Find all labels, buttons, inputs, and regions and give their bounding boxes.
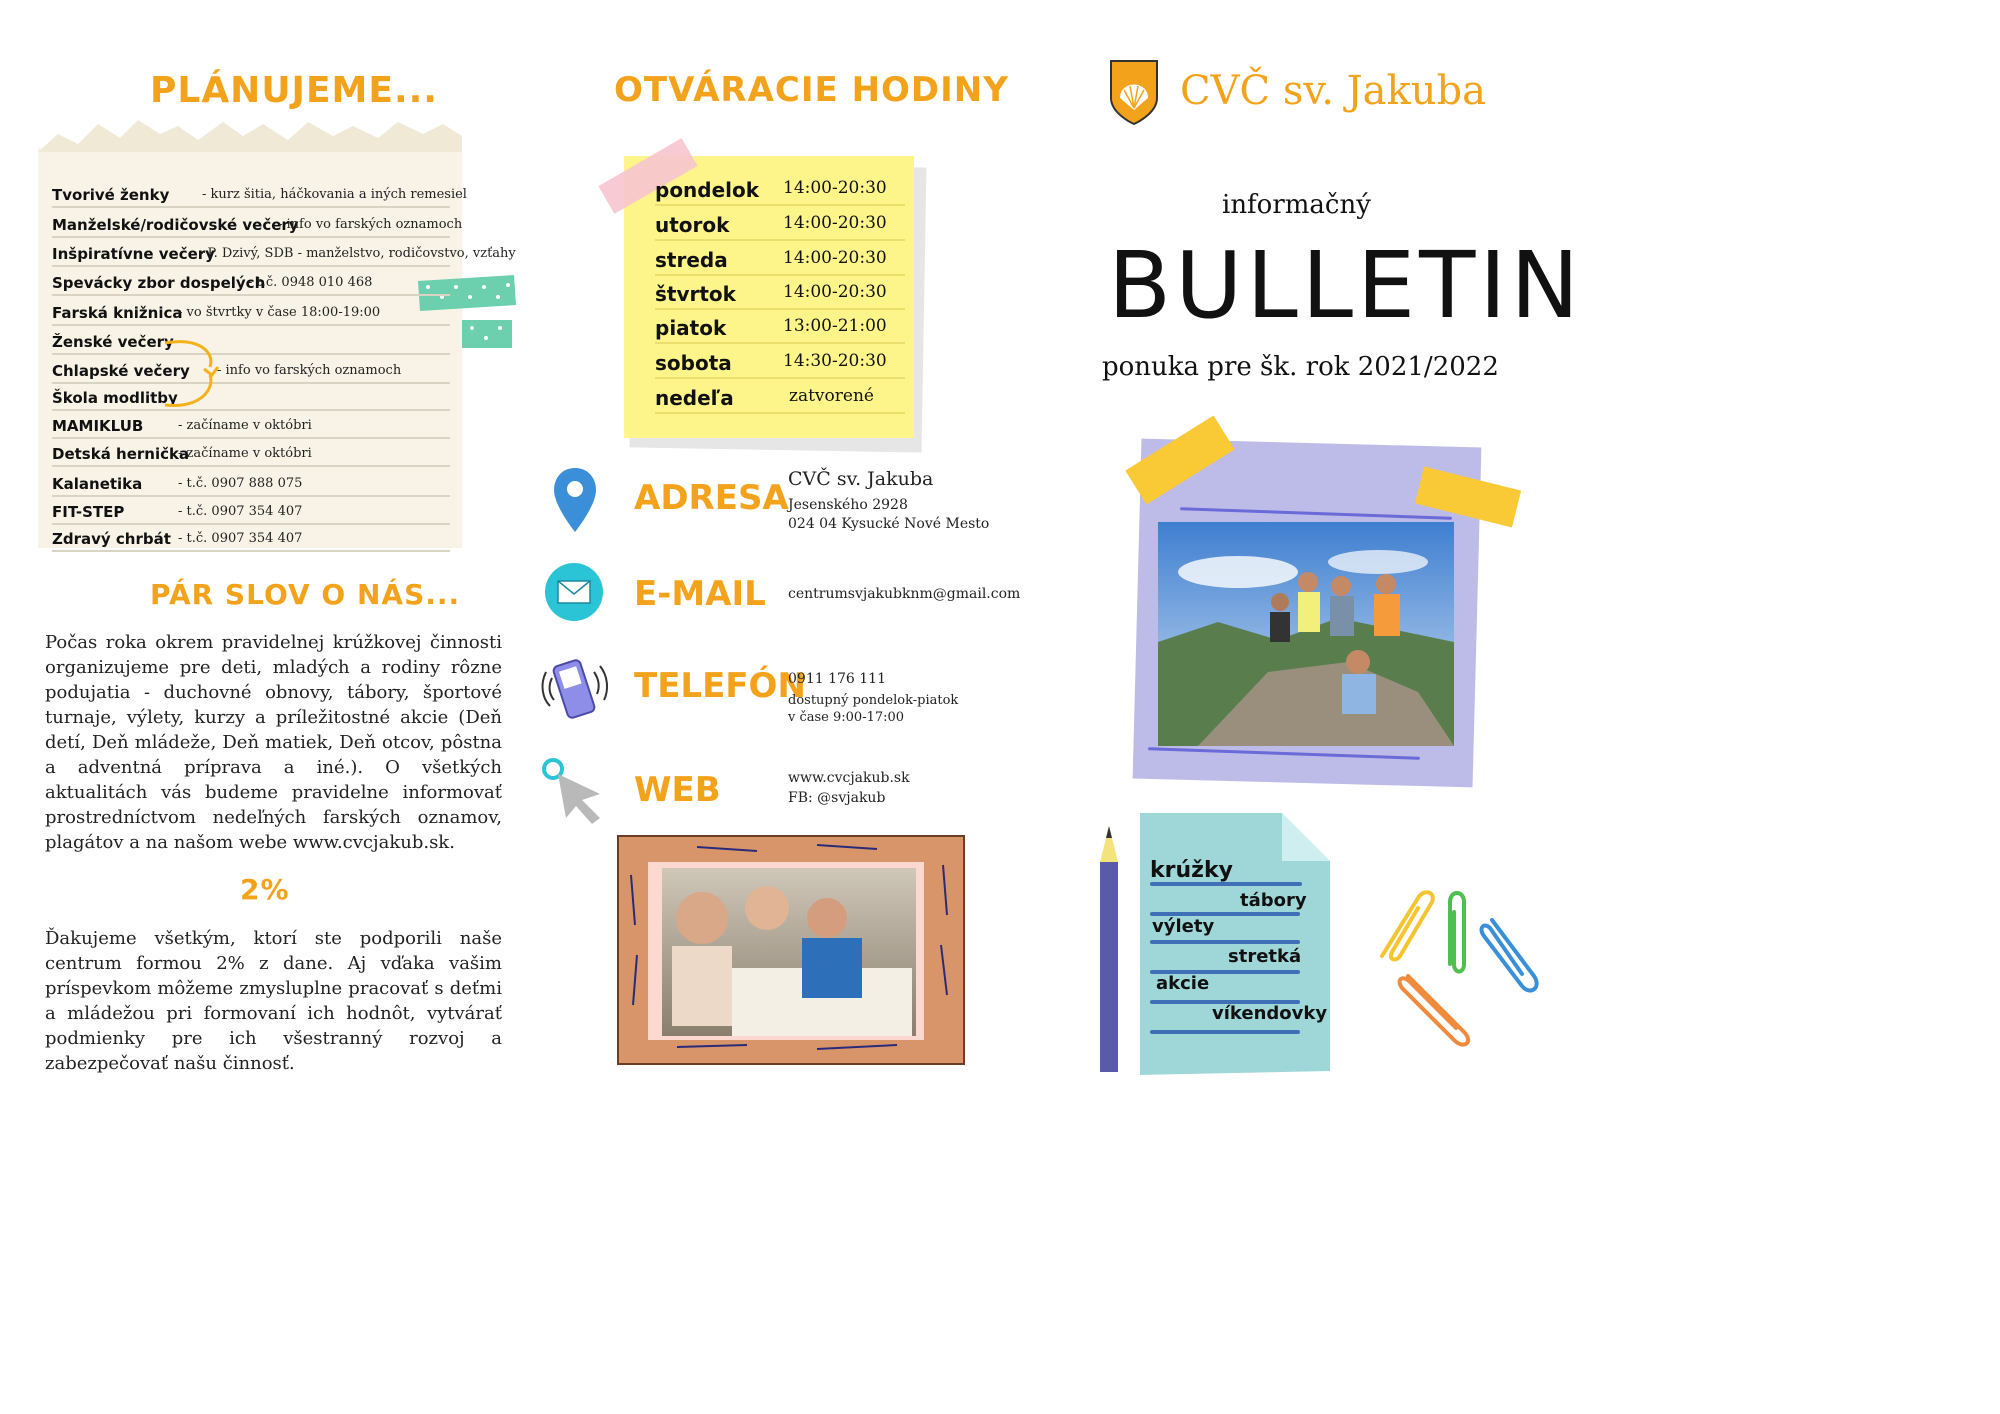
- about-title: PÁR SLOV O NÁS...: [150, 578, 461, 611]
- planning-item: [52, 467, 450, 497]
- planning-item-desc: - začíname v októbri: [178, 446, 312, 461]
- hours-time: 14:00-20:30: [783, 248, 887, 268]
- planning-item-desc: - info vo farských oznamoch: [217, 363, 402, 378]
- planning-item-desc: - info vo farských oznamoch: [278, 217, 463, 232]
- planning-item: [52, 325, 450, 355]
- planning-item-name: Inšpiratívne večery: [52, 245, 215, 263]
- planning-item-desc: - vo štvrtky v čase 18:00-19:00: [178, 305, 381, 320]
- planning-item: [52, 495, 450, 525]
- hours-time: 14:00-20:30: [783, 178, 887, 198]
- planning-item-name: Chlapské večery: [52, 362, 190, 380]
- location-pin-icon: [552, 466, 598, 534]
- hours-row: [655, 378, 905, 414]
- planning-item: [52, 437, 450, 467]
- email-label: E-MAIL: [634, 574, 766, 614]
- activity-item: víkendovky: [1212, 1003, 1328, 1024]
- planning-item-name: Farská knižnica: [52, 304, 183, 322]
- two-percent-text: Ďakujeme všetkým, ktorí ste podporili naše centrum formou 2% z dane. Aj vďaka vašim príspevkom môžeme zmysluplne pracovať s deťmi a mládežou pri formovaní ich hodnôt, vytvárať podmienky pre ich všestranný rozvoj a zabezpečovať našu činnosť.: [45, 928, 502, 1074]
- activity-item: výlety: [1152, 916, 1215, 937]
- planning-title: PLÁNUJEME...: [150, 70, 438, 111]
- activity-underline: [1150, 1030, 1300, 1034]
- activity-item: tábory: [1240, 890, 1307, 911]
- web-label: WEB: [634, 770, 721, 810]
- planning-item: [52, 237, 516, 267]
- planning-item-desc: - t.č. 0907 354 407: [178, 504, 303, 519]
- planning-item-name: Spevácky zbor dospelých: [52, 274, 266, 292]
- about-text: Počas roka okrem pravidelnej krúžkovej činnosti organizujeme pre deti, mladých a rodiny rôzne podujatia - duchovné obnovy, tábory, športové turnaje, výlety, kurzy a príležitostné akcie (Deň detí, Deň mládeže, Deň matiek, Deň otcov, pôstna a adventná príprava a iné.). O všetkých aktualitách vás budeme pravidelne informovať prostredníctvom nedeľných farských oznamov, plagátov a na našom webe www.cvcjakub.sk.: [45, 632, 502, 853]
- paperclips-icon: [1372, 880, 1548, 1050]
- phone-line3: v čase 9:00-17:00: [788, 710, 905, 725]
- hours-day: sobota: [655, 351, 732, 375]
- phone-number[interactable]: 0911 176 111: [788, 671, 886, 687]
- activity-item: akcie: [1156, 973, 1210, 994]
- planning-item: [52, 409, 450, 439]
- address-line2: Jesenského 2928: [788, 497, 908, 513]
- hours-day: pondelok: [655, 178, 760, 202]
- activity-underline: [1150, 940, 1300, 944]
- hours-time: 14:00-20:30: [783, 282, 887, 302]
- mountain-photo: [1158, 522, 1454, 746]
- hours-day: nedeľa: [655, 386, 734, 410]
- planning-item-name: FIT-STEP: [52, 503, 125, 521]
- frame-scribbles: [617, 835, 961, 1061]
- bulletin-headline: BULLETIN: [1108, 232, 1584, 339]
- phone-icon: [538, 652, 612, 724]
- hours-day: utorok: [655, 213, 730, 237]
- planning-item-name: Škola modlitby: [52, 389, 178, 407]
- hours-day: piatok: [655, 316, 727, 340]
- activity-item: krúžky: [1150, 858, 1233, 883]
- planning-item-name: Detská hernička: [52, 445, 190, 463]
- web-fb[interactable]: FB: @svjakub: [788, 790, 886, 806]
- hours-row: [655, 343, 905, 379]
- planning-item: [52, 296, 450, 326]
- planning-item: [52, 178, 467, 208]
- hours-day: streda: [655, 248, 728, 272]
- org-name: CVČ sv. Jakuba: [1180, 68, 1486, 114]
- planning-item: [52, 354, 450, 384]
- bulletin-subline: ponuka pre šk. rok 2021/2022: [1102, 352, 1499, 382]
- pencil-icon: [1096, 826, 1122, 1074]
- cursor-icon: [540, 756, 610, 828]
- web-url[interactable]: www.cvcjakub.sk: [788, 770, 910, 786]
- hours-time: zatvorené: [789, 386, 874, 406]
- address-line1: CVČ sv. Jakuba: [788, 468, 934, 490]
- planning-item-desc: - t.č. 0907 888 075: [178, 476, 303, 491]
- planning-item-name: MAMIKLUB: [52, 417, 144, 435]
- planning-item-desc: - začíname v októbri: [178, 418, 312, 433]
- email-value[interactable]: centrumsvjakubknm@gmail.com: [788, 586, 1021, 602]
- phone-line2: dostupný pondelok-piatok: [788, 693, 959, 708]
- planning-item-name: Ženské večery: [52, 333, 174, 351]
- activity-item: stretká: [1228, 946, 1302, 967]
- hours-row: [655, 308, 905, 344]
- hours-title: OTVÁRACIE HODINY: [614, 70, 1009, 110]
- hours-time: 13:00-21:00: [783, 316, 887, 336]
- hours-day: štvrtok: [655, 282, 736, 306]
- planning-item-name: Zdravý chrbát: [52, 530, 171, 548]
- planning-item-desc: - P. Dzivý, SDB - manželstvo, rodičovstvo, vzťahy: [199, 246, 516, 261]
- hours-time: 14:00-20:30: [783, 213, 887, 233]
- hours-time: 14:30-20:30: [783, 351, 887, 371]
- hours-row: [655, 274, 905, 310]
- two-percent-title: 2%: [240, 873, 290, 906]
- activities-paper: [1132, 813, 1332, 1077]
- planning-item: [52, 522, 450, 552]
- phone-label: TELEFÓN: [634, 666, 806, 706]
- planning-item: [52, 208, 463, 238]
- washi-tape-2: [462, 320, 514, 350]
- hours-row: [655, 170, 905, 206]
- planning-item-name: Manželské/rodičovské večery: [52, 216, 299, 234]
- planning-item-name: Tvorivé ženky: [52, 186, 170, 204]
- address-label: ADRESA: [634, 478, 789, 518]
- torn-paper-edge: [38, 114, 462, 152]
- planning-item-desc: - t.č. 0948 010 468: [248, 275, 373, 290]
- hours-row: [655, 205, 905, 241]
- curved-arrow-icon: [160, 335, 230, 415]
- address-line3: 024 04 Kysucké Nové Mesto: [788, 516, 990, 532]
- bulletin-subtitle: informačný: [1222, 190, 1371, 220]
- shell-crest-icon: [1108, 58, 1160, 126]
- envelope-icon: [544, 562, 604, 622]
- planning-item-desc: - kurz šitia, háčkovania a iných remesiel: [202, 187, 467, 202]
- planning-item: [52, 381, 450, 411]
- planning-item: [52, 266, 450, 296]
- planning-item-name: Kalanetika: [52, 475, 143, 493]
- planning-item-desc: - t.č. 0907 354 407: [178, 531, 303, 546]
- hours-row: [655, 240, 905, 276]
